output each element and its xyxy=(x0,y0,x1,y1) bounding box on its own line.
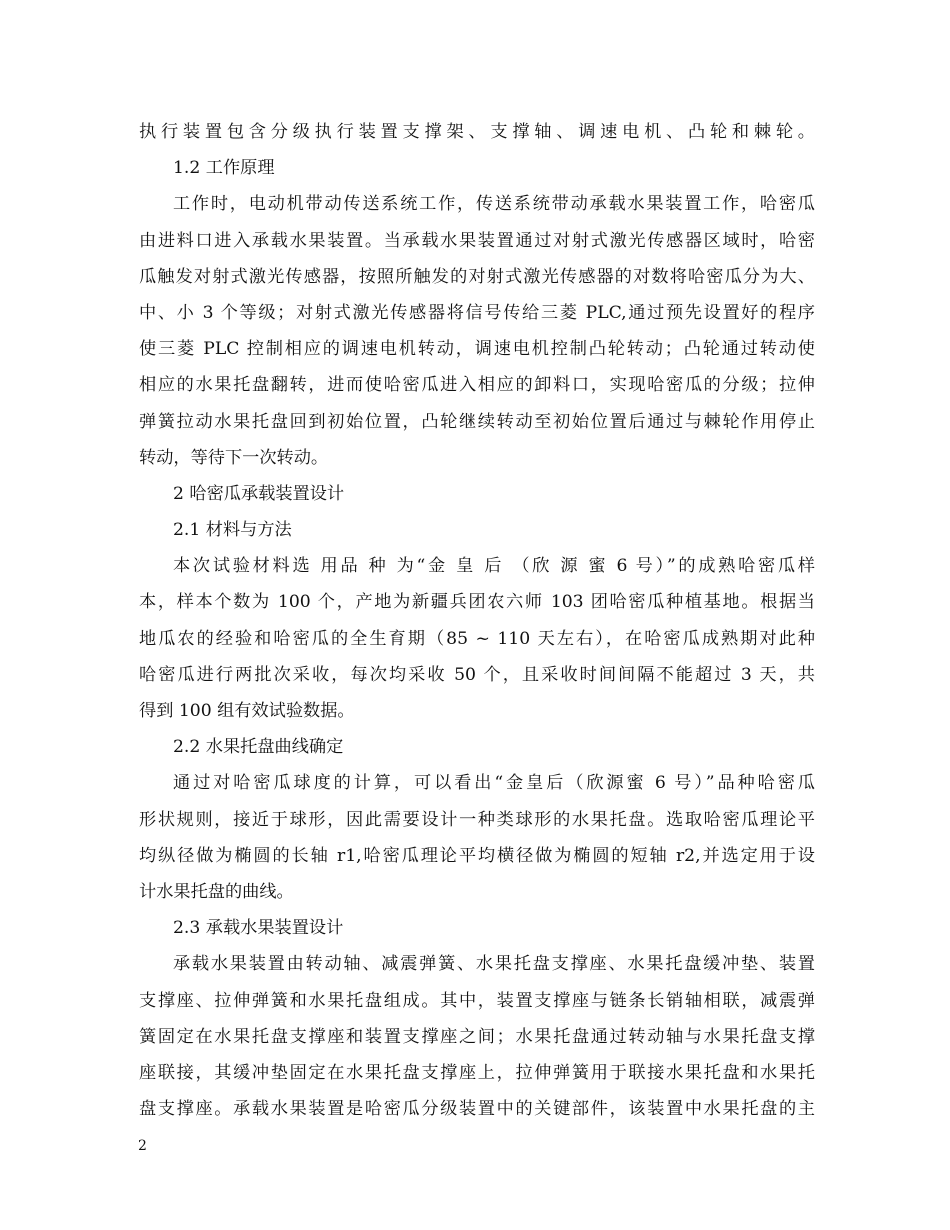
text-line: 由进料口进入承载水果装置。当承载水果装置通过对射式激光传感器区域时，哈密 xyxy=(139,230,815,251)
section-heading: 1.2 工作原理 xyxy=(173,158,275,179)
text-line: 相应的水果托盘翻转，进而使哈密瓜进入相应的卸料口，实现哈密瓜的分级；拉伸 xyxy=(139,375,815,396)
text-line: 支撑座、拉伸弹簧和水果托盘组成。其中，装置支撑座与链条长销轴相联，减震弹 xyxy=(139,990,815,1011)
text-line: 执行装置包含分级执行装置支撑架、支撑轴、调速电机、凸轮和棘轮。 xyxy=(139,122,815,142)
text-line: 地瓜农的经验和哈密瓜的全生育期（85 ~ 110 天左右），在哈密瓜成熟期对此种 xyxy=(139,628,815,649)
text-line: 承载水果装置由转动轴、减震弹簧、水果托盘支撑座、水果托盘缓冲垫、装置 xyxy=(173,954,815,975)
section-heading: 2.2 水果托盘曲线确定 xyxy=(173,737,344,758)
text-line: 本次试验材料选 用品 种 为“金 皇 后 （欣 源 蜜 6 号）”的成熟哈密瓜样 xyxy=(173,556,815,577)
text-line: 计水果托盘的曲线。 xyxy=(139,881,294,902)
text-line: 盘支撑座。承载水果装置是哈密瓜分级装置中的关键部件，该装置中水果托盘的主 xyxy=(139,1099,815,1120)
section-heading: 2 哈密瓜承载装置设计 xyxy=(173,483,345,504)
page-number: 2 xyxy=(138,1138,147,1154)
text-line: 中、小 3 个等级；对射式激光传感器将信号传给三菱 PLC,通过预先设置好的程序 xyxy=(139,302,815,323)
text-line: 得到 100 组有效试验数据。 xyxy=(139,701,355,721)
text-line: 工作时，电动机带动传送系统工作，传送系统带动承载水果装置工作，哈密瓜 xyxy=(173,194,815,215)
text-line: 弹簧拉动水果托盘回到初始位置，凸轮继续转动至初始位置后通过与棘轮作用停止 xyxy=(139,411,815,432)
text-line: 簧固定在水果托盘支撑座和装置支撑座之间；水果托盘通过转动轴与水果托盘支撑 xyxy=(139,1026,815,1047)
text-line: 座联接，其缓冲垫固定在水果托盘支撑座上，拉伸弹簧用于联接水果托盘和水果托 xyxy=(139,1062,815,1083)
section-heading: 2.1 材料与方法 xyxy=(173,520,292,541)
text-line: 哈密瓜进行两批次采收，每次均采收 50 个，且采收时间间隔不能超过 3 天，共 xyxy=(139,664,815,685)
text-line: 通过对哈密瓜球度的计算，可以看出“金皇后（欣源蜜 6 号）”品种哈密瓜 xyxy=(173,773,815,794)
document-body xyxy=(139,114,815,1127)
text-line: 本，样本个数为 100 个，产地为新疆兵团农六师 103 团哈密瓜种植基地。根据当 xyxy=(139,592,815,613)
text-line: 均纵径做为椭圆的长轴 r1,哈密瓜理论平均横径做为椭圆的短轴 r2,并选定用于设 xyxy=(139,845,815,866)
text-line: 形状规则，接近于球形，因此需要设计一种类球形的水果托盘。选取哈密瓜理论平 xyxy=(139,809,815,830)
section-heading: 2.3 承载水果装置设计 xyxy=(173,918,344,939)
text-line: 瓜触发对射式激光传感器，按照所触发的对射式激光传感器的对数将哈密瓜分为大、 xyxy=(139,266,815,287)
text-line: 使三菱 PLC 控制相应的调速电机转动，调速电机控制凸轮转动；凸轮通过转动使 xyxy=(139,339,815,360)
text-line: 转动，等待下一次转动。 xyxy=(139,447,329,468)
